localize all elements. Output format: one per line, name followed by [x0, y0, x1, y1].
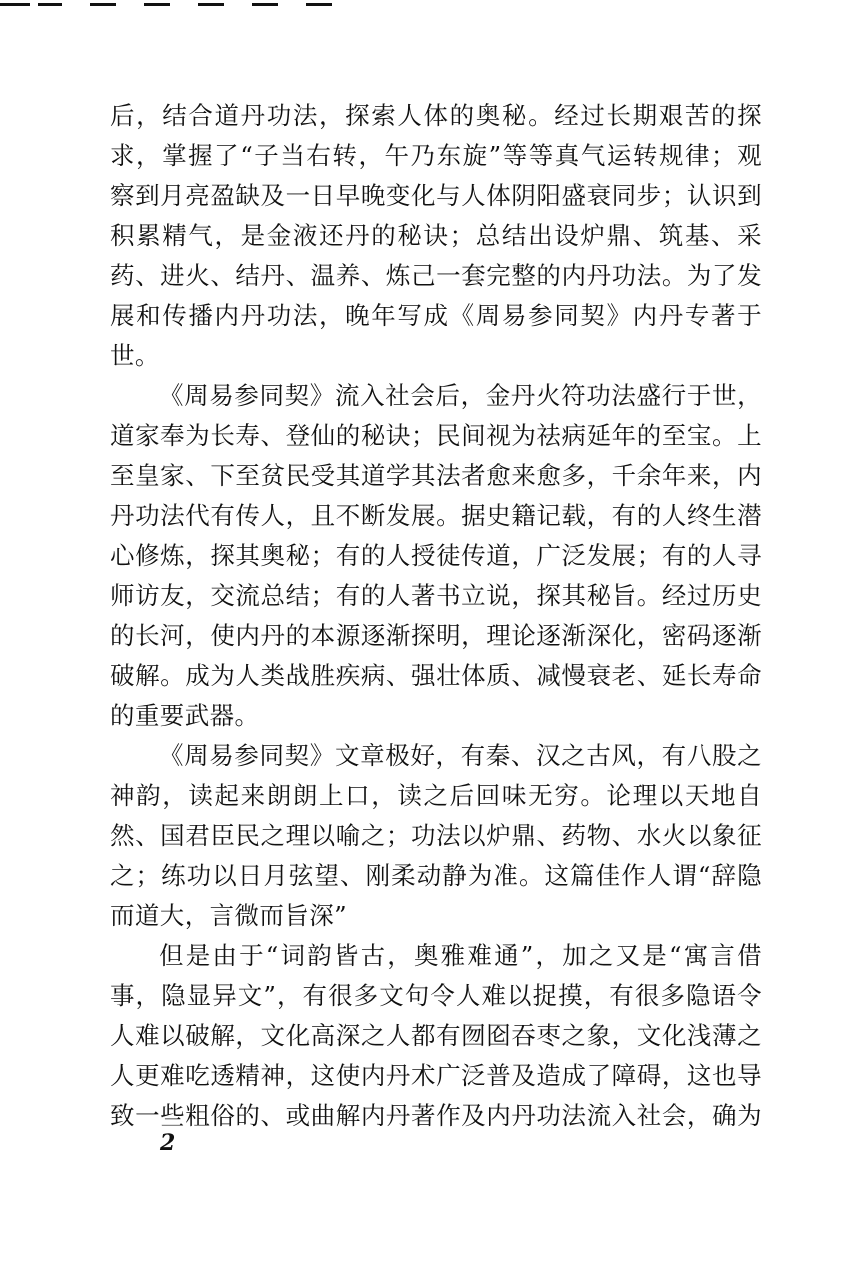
- text-line: 道家奉为长寿、登仙的秘诀；民间视为祛病延年的至宝。上: [110, 421, 762, 450]
- text-line: 《周易参同契》流入社会后，金丹火符功法盛行于世，: [159, 381, 762, 410]
- text-line: 师访友，交流总结；有的人著书立说，探其秘旨。经过历史: [110, 581, 762, 610]
- text-line: 后，结合道丹功法，探索人体的奥秘。经过长期艰苦的探: [110, 101, 762, 130]
- paragraph-4: [110, 936, 762, 1136]
- text-line: 至皇家、下至贫民受其道学其法者愈来愈多，千余年来，内: [110, 461, 762, 490]
- paragraph-2: [110, 376, 762, 736]
- text-line: 事，隐显异文”，有很多文句令人难以捉摸，有很多隐语令: [110, 981, 762, 1010]
- text-line: 致一些粗俗的、或曲解内丹著作及内丹功法流入社会，确为: [110, 1101, 762, 1130]
- page-number: 2: [160, 1130, 176, 1156]
- top-border-marks: [0, 0, 844, 12]
- text-line: 人难以破解，文化高深之人都有囫囵吞枣之象，文化浅薄之: [110, 1021, 762, 1050]
- text-line: 丹功法代有传人，且不断发展。据史籍记载，有的人终生潜: [110, 501, 762, 530]
- paragraph-1: [110, 96, 762, 376]
- text-line: 展和传播内丹功法，晚年写成《周易参同契》内丹专著于: [110, 301, 762, 330]
- text-line: 的长河，使内丹的本源逐渐探明，理论逐渐深化，密码逐渐: [110, 621, 762, 650]
- text-line: 《周易参同契》文章极好，有秦、汉之古风，有八股之: [159, 741, 762, 770]
- text-line: 药、进火、结丹、温养、炼己一套完整的内丹功法。为了发: [110, 261, 762, 290]
- text-line: 但是由于“词韵皆古，奥雅难通”，加之又是“寓言借: [159, 941, 762, 970]
- text-line: 求，掌握了“子当右转，午乃东旋”等等真气运转规律；观: [110, 141, 762, 170]
- text-line: 破解。成为人类战胜疾病、强壮体质、减慢衰老、延长寿命: [110, 661, 762, 690]
- text-line: 的重要武器。: [110, 701, 260, 730]
- text-line: 察到月亮盈缺及一日早晚变化与人体阴阳盛衰同步；认识到: [110, 181, 762, 210]
- text-line: 然、国君臣民之理以喻之；功法以炉鼎、药物、水火以象征: [110, 821, 762, 850]
- text-line: 世。: [110, 341, 160, 370]
- text-line: 人更难吃透精神，这使内丹术广泛普及造成了障碍，这也导: [110, 1061, 762, 1090]
- text-line: 而道大，言微而旨深”: [110, 901, 348, 930]
- paragraph-3: [110, 736, 762, 936]
- text-line: 心修炼，探其奥秘；有的人授徒传道，广泛发展；有的人寻: [110, 541, 762, 570]
- text-line: 积累精气，是金液还丹的秘诀；总结出设炉鼎、筑基、采: [110, 221, 762, 250]
- page-body: [110, 96, 762, 1136]
- text-line: 之；练功以日月弦望、刚柔动静为准。这篇佳作人谓“辞隐: [110, 861, 762, 890]
- text-line: 神韵，读起来朗朗上口，读之后回味无穷。论理以天地自: [110, 781, 762, 810]
